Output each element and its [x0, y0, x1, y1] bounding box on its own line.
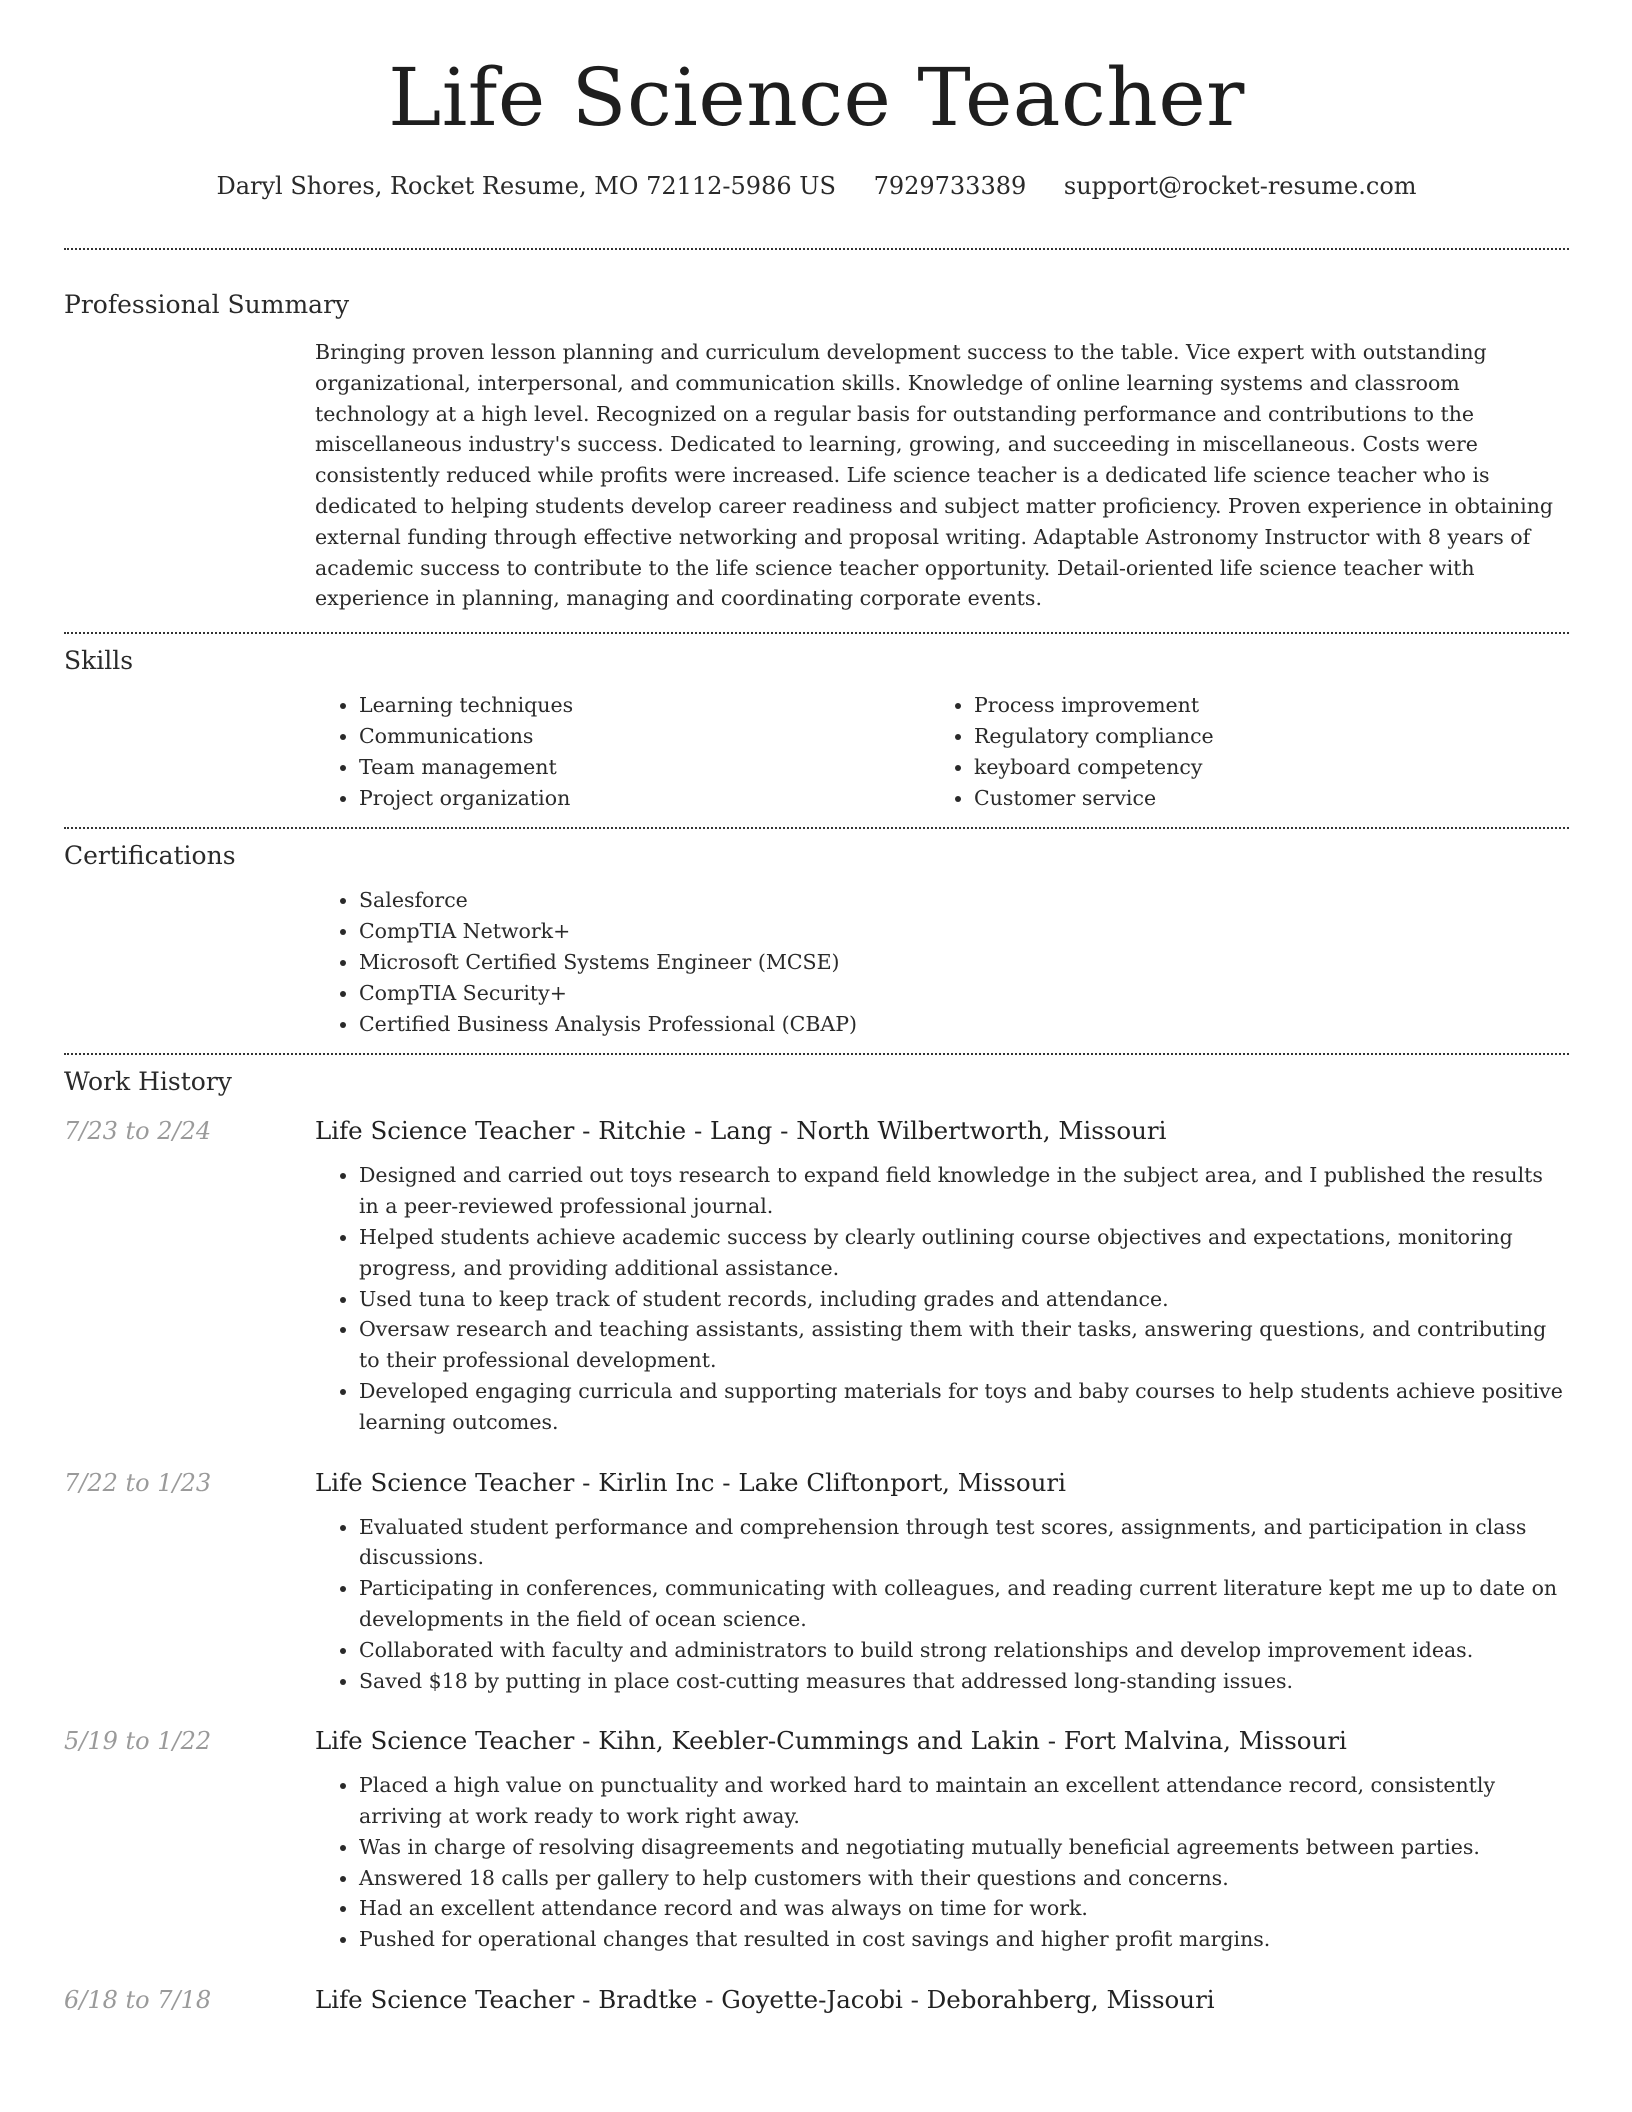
summary-heading: Professional Summary	[64, 290, 350, 319]
job-entry	[64, 1726, 1569, 1955]
job-entry	[64, 1468, 1569, 1697]
certification-item: • Salesforce	[359, 885, 1569, 916]
job-header	[64, 1116, 1569, 1145]
job-bullet: • Helped students achieve academic success by clearly outlining course objectives and expectations, monitoring progress, and providing additional assistance.	[359, 1222, 1569, 1284]
job-bullets	[315, 1160, 1569, 1437]
job-entry	[64, 1985, 1569, 2014]
job-bullet: • Evaluated student performance and comprehension through test scores, assignments, and participation in class discussions.	[359, 1512, 1569, 1574]
skill-item: • Customer service	[974, 783, 1530, 814]
job-bullet: • Placed a high value on punctuality and worked hard to maintain an excellent attendance record, consistently arriving at work ready to work right away.	[359, 1770, 1569, 1832]
job-dates: 5/19 to 1/22	[64, 1727, 212, 1756]
certifications-list	[315, 885, 1569, 1039]
job-title: Life Science Teacher - Kirlin Inc - Lake Cliftonport, Missouri	[315, 1467, 1066, 1497]
certifications-body	[315, 885, 1569, 1039]
skill-item: • Process improvement	[974, 690, 1530, 721]
job-bullet: • Saved $18 by putting in place cost-cutting measures that addressed long-standing issues.	[359, 1666, 1569, 1697]
skill-item: • Project organization	[359, 783, 930, 814]
contact-address: Daryl Shores, Rocket Resume, MO 72112-5986 US	[216, 172, 836, 200]
skill-item: • Regulatory compliance	[974, 721, 1530, 752]
job-bullet: • Designed and carried out toys research to expand field knowledge in the subject area, and I published the results in a peer-reviewed professional journal.	[359, 1160, 1569, 1222]
job-header	[64, 1726, 1569, 1755]
summary-text: Bringing proven lesson planning and curriculum development success to the table. Vice expert with outstanding organizational, interpersonal, and communication skills. Knowledge of online learning systems and classroom technology at a high level. Recognized on a regular basis for outstanding performance and contributions to the miscellaneous industry's success. Dedicated to learning, growing, and succeeding in miscellaneous. Costs were consistently reduced while profits were increased. Life science teacher is a dedicated life science teacher who is dedicated to helping students develop career readiness and subject matter proficiency. Proven experience in obtaining external funding through effective networking and proposal writing. Adaptable Astronomy Instructor with 8 years of academic success to contribute to the life science teacher opportunity. Detail-oriented life science teacher with experience in planning, managing and coordinating corporate events.	[315, 340, 1554, 611]
contact-line	[64, 172, 1569, 202]
job-header	[64, 1468, 1569, 1497]
skills-heading: Skills	[64, 646, 134, 676]
section-divider	[64, 632, 1569, 634]
certification-item: • CompTIA Security+	[359, 978, 1569, 1009]
job-bullets	[315, 1512, 1569, 1697]
work-history-heading: Work History	[64, 1067, 232, 1097]
job-bullet: • Collaborated with faculty and administrators to build strong relationships and develop improvement ideas.	[359, 1635, 1569, 1666]
job-bullet: • Developed engaging curricula and supporting materials for toys and baby courses to help students achieve positive learning outcomes.	[359, 1376, 1569, 1438]
section-divider	[64, 248, 1569, 250]
certification-item: • Microsoft Certified Systems Engineer (MCSE)	[359, 947, 1569, 978]
job-details	[315, 1512, 1569, 1697]
job-header	[64, 1985, 1569, 2014]
certification-item: • Certified Business Analysis Professional (CBAP)	[359, 1009, 1569, 1040]
job-title: Life Science Teacher - Bradtke - Goyette-Jacobi - Deborahberg, Missouri	[315, 1985, 1215, 2015]
job-bullet: • Oversaw research and teaching assistants, assisting them with their tasks, answering questions, and contributing to their professional development.	[359, 1314, 1569, 1376]
job-bullet: • Answered 18 calls per gallery to help customers with their questions and concerns.	[359, 1863, 1569, 1894]
skill-item: • keyboard competency	[974, 752, 1530, 783]
job-bullet: • Used tuna to keep track of student records, including grades and attendance.	[359, 1284, 1569, 1315]
skill-item: • Team management	[359, 752, 930, 783]
job-bullet: • Was in charge of resolving disagreements and negotiating mutually beneficial agreements between parties.	[359, 1832, 1569, 1863]
skills-column-right	[930, 690, 1530, 813]
skills-column-left	[315, 690, 930, 813]
resume-title: Life Science Teacher	[388, 51, 1245, 144]
job-title: Life Science Teacher - Ritchie - Lang - North Wilbertworth, Missouri	[315, 1116, 1167, 1146]
skills-list	[315, 690, 1569, 813]
resume-page	[64, 0, 1569, 2014]
section-divider	[64, 1053, 1569, 1055]
skill-item: • Communications	[359, 721, 930, 752]
section-divider	[64, 827, 1569, 829]
job-bullet: • Pushed for operational changes that resulted in cost savings and higher profit margins.	[359, 1924, 1569, 1955]
skill-item: • Learning techniques	[359, 690, 930, 721]
job-dates: 7/23 to 2/24	[64, 1117, 212, 1146]
job-bullet: • Participating in conferences, communicating with colleagues, and reading current literature kept me up to date on developments in the field of ocean science.	[359, 1573, 1569, 1635]
job-entry	[64, 1116, 1569, 1437]
contact-email: support@rocket-resume.com	[1063, 172, 1417, 200]
job-bullet: • Had an excellent attendance record and was always on time for work.	[359, 1893, 1569, 1924]
job-details	[315, 1770, 1569, 1955]
contact-phone: 7929733389	[873, 172, 1027, 200]
job-bullets	[315, 1770, 1569, 1955]
certification-item: • CompTIA Network+	[359, 916, 1569, 947]
job-title: Life Science Teacher - Kihn, Keebler-Cummings and Lakin - Fort Malvina, Missouri	[315, 1726, 1347, 1756]
certifications-heading: Certifications	[64, 841, 236, 871]
summary-body	[315, 337, 1569, 614]
job-dates: 7/22 to 1/23	[64, 1468, 212, 1497]
job-dates: 6/18 to 7/18	[64, 1986, 212, 2015]
job-details	[315, 1160, 1569, 1437]
